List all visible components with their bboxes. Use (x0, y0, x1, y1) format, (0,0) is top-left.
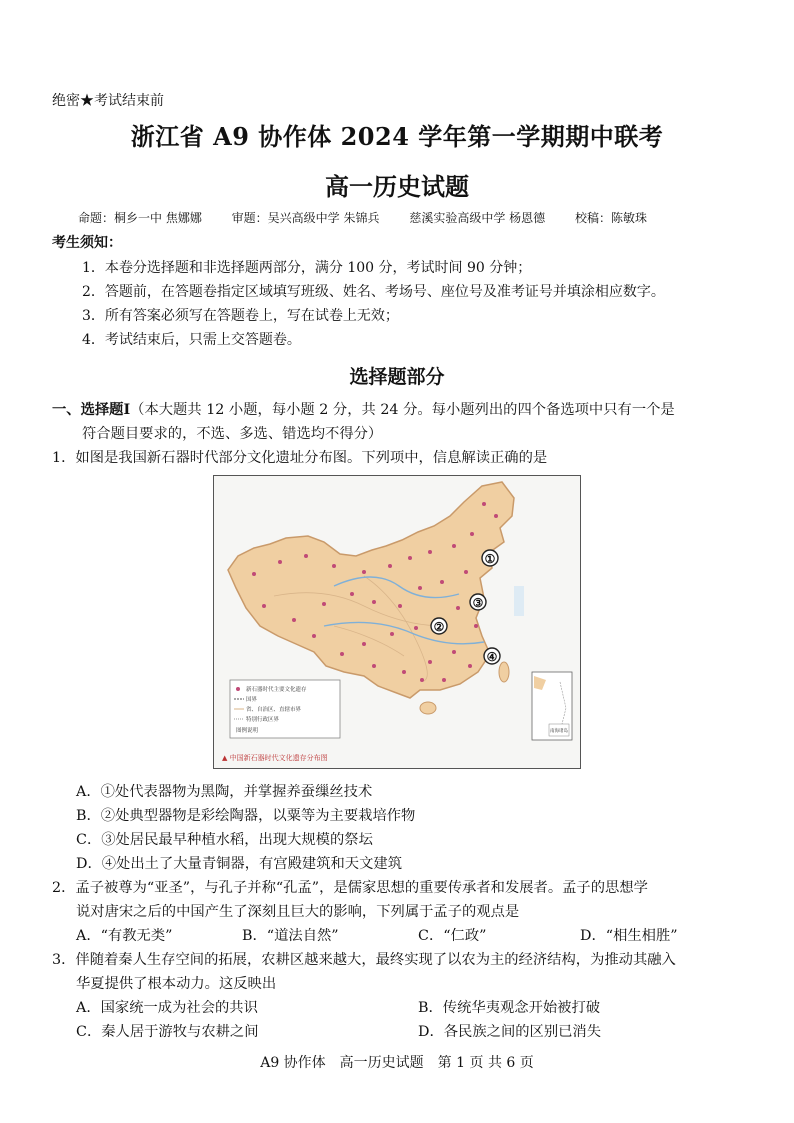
exam-subtitle: 高一历史试题 (325, 172, 469, 201)
map-marker-2 (431, 618, 447, 634)
notice-item: 3．所有答案必须写在答题卷上，写在试卷上无效； (82, 308, 399, 324)
map-marker-1 (482, 550, 498, 566)
author-proofreader: 校稿：陈敏珠 (574, 211, 647, 225)
map-marker-1-label: ① (484, 552, 496, 566)
map-marker-3-label: ③ (472, 596, 484, 610)
neolithic-map (213, 475, 581, 769)
author-reviewer-1: 审题：吴兴高级中学 朱锦兵 (231, 211, 380, 225)
map-marker-3 (470, 594, 486, 610)
q2-option-c: C．“仁政” (418, 928, 487, 944)
legend-sites: 新石器时代主要文化遗存 (246, 687, 307, 693)
map-graphic (214, 476, 580, 768)
south-sea-inset (532, 672, 572, 740)
q1-option-a: A．①处代表器物为黑陶，并掌握养蚕缫丝技术 (76, 784, 373, 800)
map-caption: ▲ 中国新石器时代文化遗存分布图 (222, 754, 328, 762)
taiwan-island (499, 662, 509, 682)
question-3-stem-cont: 华夏提供了根本动力。这反映出 (76, 976, 277, 992)
map-legend (230, 680, 340, 738)
section-title: 选择题部分 (349, 366, 445, 388)
q1-option-d: D．④处出土了大量青铜器，有宫殿建筑和天文建筑 (76, 856, 402, 872)
page-footer: A9 协作体 高一历史试题 第 1 页 共 6 页 (260, 1055, 534, 1071)
q3-option-d: D．各民族之间的区别已消失 (418, 1024, 602, 1040)
notice-item: 2．答题前，在答题卷指定区域填写班级、姓名、考场号、座位号及准考证号并填涂相应数字。 (82, 284, 665, 300)
notice-heading: 考生须知： (52, 235, 122, 251)
q3-option-b: B．传统华夷观念开始被打破 (418, 1000, 601, 1016)
part-header (52, 399, 675, 419)
q2-option-b: B．“道法自然” (242, 928, 339, 944)
legend-sar: 特别行政区界 (246, 717, 280, 723)
q2-option-a: A．“有教无类” (76, 928, 173, 944)
part-instructions-cont: 符合题目要求的，不选、多选、错选均不得分） (82, 426, 383, 442)
part-label: 一、选择题Ⅰ (52, 402, 131, 418)
exam-title: 浙江省 A9 协作体 2024 学年第一学期期中联考 (130, 122, 664, 151)
q2-option-d: D．“相生相胜” (580, 928, 678, 944)
map-marker-4 (484, 648, 500, 664)
inset-label: 南海诸岛 (550, 729, 568, 734)
notice-item: 4．考试结束后，只需上交答题卷。 (82, 332, 301, 348)
legend-province: 省、自治区、直辖市界 (246, 707, 302, 713)
map-marker-4-label: ④ (486, 650, 498, 664)
legend-border: 国界 (246, 697, 258, 703)
notice-item: 1．本卷分选择题和非选择题两部分，满分 100 分，考试时间 90 分钟； (82, 260, 532, 276)
author-reviewer-2: 慈溪实验高级中学 杨恩德 (409, 211, 546, 225)
part-instructions: （本大题共 12 小题，每小题 2 分，共 24 分。每小题列出的四个备选项中只有一个是 (130, 402, 675, 418)
question-2-stem-cont: 说对唐宋之后的中国产生了深刻且巨大的影响，下列属于孟子的观点是 (76, 904, 520, 920)
question-1-stem: 1．如图是我国新石器时代部分文化遗址分布图。下列项中，信息解读正确的是 (52, 450, 548, 466)
question-2-stem: 2．孟子被尊为“亚圣”，与孔子并称“孔孟”，是儒家思想的重要传承者和发展者。孟子的思想学 (52, 880, 648, 896)
q1-option-b: B．②处典型器物是彩绘陶器，以粟等为主要栽培作物 (76, 808, 416, 824)
confidential-mark: 绝密★考试结束前 (52, 93, 164, 109)
map-marker-2-label: ② (433, 620, 445, 634)
q1-option-c: C．③处居民最早种植水稻，出现大规模的祭坛 (76, 832, 373, 848)
question-3-stem: 3．伴随着秦人生存空间的拓展，农耕区越来越大，最终实现了以农为主的经济结构，为推动其融入 (52, 952, 676, 968)
authors-line (78, 209, 673, 226)
q3-option-a: A．国家统一成为社会的共识 (76, 1000, 258, 1016)
legend-note: 图例说明 (236, 728, 259, 734)
q3-option-c: C．秦人居于游牧与农耕之间 (76, 1024, 259, 1040)
author-proposer: 命题：桐乡一中 焦娜娜 (78, 211, 202, 225)
hainan-island (420, 702, 436, 714)
